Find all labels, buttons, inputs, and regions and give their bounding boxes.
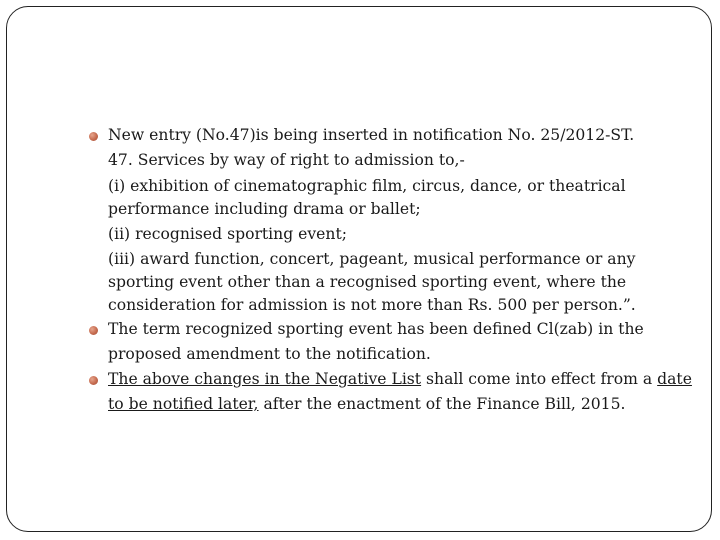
entry-clause-ii: (ii) recognised sporting event; [108,225,347,243]
bullet-item-effective-date [89,367,699,417]
underlined-negative-list-text: The above changes in the Negative List [108,370,422,388]
bullet-text-sporting-event: The term recognized sporting event has been defined Cl(zab) in the proposed amendment to the notification. [108,320,644,363]
entry-clause-iii: (iii) award function, concert, pageant, musical performance or any sporting event other than a recognised sporting event, where the consideration for admission is not more than Rs. 500 per person.”. [108,250,636,314]
bullet-dot-icon [89,326,98,335]
bullet-item-new-entry [89,123,699,148]
entry-clause-i: (i) exhibition of cinematographic film, circus, dance, or theatrical performance including drama or ballet; [108,177,626,218]
entry-heading-line: 47. Services by way of right to admission to,- [108,151,465,169]
bullet-item-sporting-event [89,317,699,367]
slide-frame [6,6,712,532]
bullet-dot-icon [89,132,98,141]
slide-content [89,123,699,417]
bullet-text-new-entry: New entry (No.47)is being inserted in notification No. 25/2012-ST. [108,126,635,144]
bullet-dot-icon [89,376,98,385]
underlined-date-text: date to be notified later, [108,370,692,413]
bullet-text-effect: shall come into effect from a [421,370,658,388]
bullet-text-finance-bill: after the enactment of the Finance Bill, 2015. [258,395,626,413]
